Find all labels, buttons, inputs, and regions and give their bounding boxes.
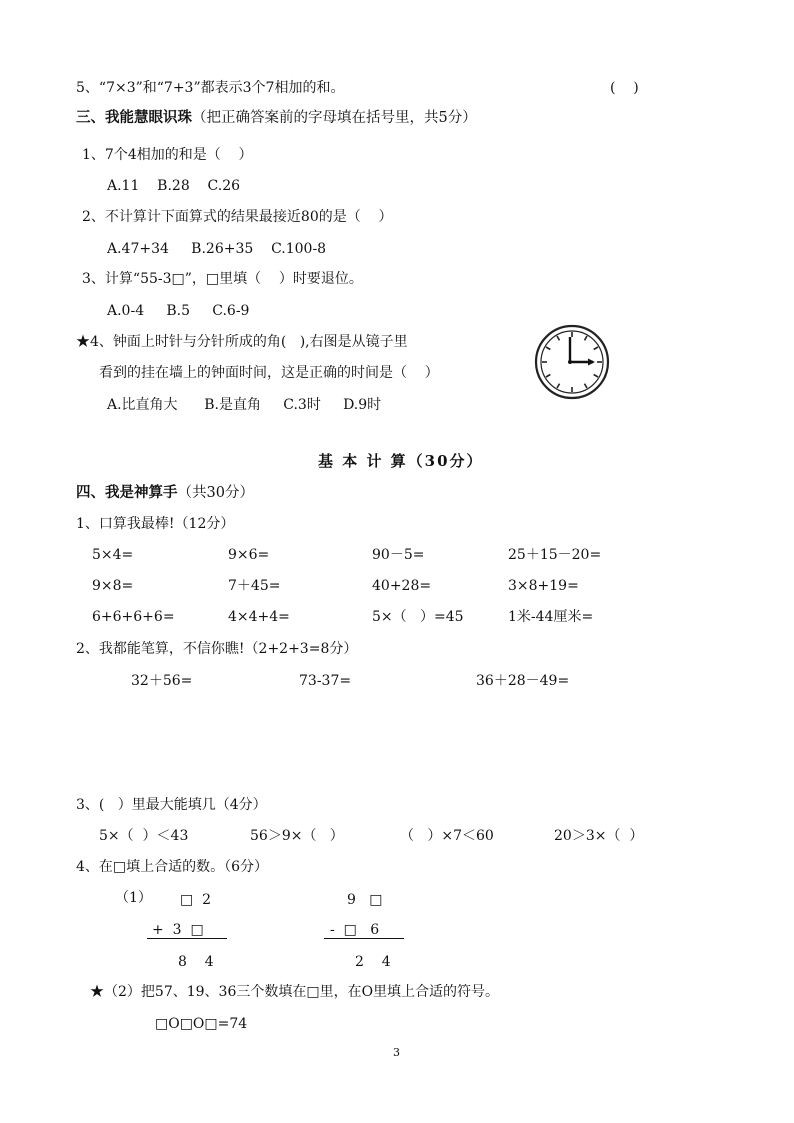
answer-bracket[interactable]: ( ) bbox=[610, 80, 639, 96]
s3-q2-options: A.47+34 B.26+35 C.100-8 bbox=[107, 241, 327, 257]
s3-q4-stem: ★4、钟面上时针与分针所成的角( ),右图是从镜子里 bbox=[76, 334, 408, 350]
section-3-heading bbox=[76, 109, 477, 127]
section-3-subtitle: （把正确答案前的字母填在括号里，共5分） bbox=[192, 110, 477, 126]
oral-calc-item: 40+28= bbox=[372, 578, 432, 594]
addition-top-row: □ 2 bbox=[180, 892, 212, 908]
clock-center bbox=[568, 360, 572, 364]
oral-calc-item: 6+6+6+6= bbox=[92, 609, 175, 625]
page-number: 3 bbox=[393, 1046, 400, 1059]
oral-calc-item: 3×8+19= bbox=[508, 578, 579, 594]
addition-underline bbox=[147, 938, 227, 939]
s3-q3-options: A.0-4 B.5 C.6-9 bbox=[107, 303, 250, 319]
sub-2-question: ★（2）把57、19、36三个数填在□里，在O里填上合适的符号。 bbox=[90, 984, 500, 1000]
oral-calc-item: 9×8= bbox=[92, 578, 134, 594]
compare-item: 20＞3×（ ） bbox=[554, 828, 644, 844]
section-4-heading bbox=[76, 484, 254, 502]
section-4-title: 四、我是神算手 bbox=[76, 484, 178, 501]
oral-calc-item: 5×4= bbox=[92, 547, 134, 563]
subtraction-top-row: 9 □ bbox=[347, 892, 383, 908]
compare-item: （ ）×7＜60 bbox=[400, 828, 494, 844]
s3-q3-stem: 3、计算“55-3□”，□里填（ ）时要退位。 bbox=[82, 271, 363, 287]
s3-q4-stem-line2: 看到的挂在墙上的钟面时间，这是正确的时间是（ ） bbox=[99, 365, 439, 381]
s3-q1-stem: 1、7个4相加的和是（ ） bbox=[82, 147, 253, 163]
sub-1-label: （1） bbox=[115, 890, 152, 906]
part-2-title: 2、我都能笔算，不信你瞧!（2+2+3=8分） bbox=[76, 641, 358, 657]
compare-item: 56＞9×（ ） bbox=[250, 828, 344, 844]
written-calc-item: 73-37= bbox=[299, 673, 352, 689]
subtraction-underline bbox=[324, 938, 404, 939]
oral-calc-item: 1米-44厘米= bbox=[508, 609, 594, 625]
addition-middle-row: + 3 □ bbox=[152, 922, 204, 938]
subtraction-result-row: 2 4 bbox=[355, 954, 391, 970]
oral-calc-item: 7＋45= bbox=[228, 578, 281, 594]
basic-calc-title: 基 本 计 算（30分） bbox=[318, 452, 484, 470]
sub-2-expression: □O□O□=74 bbox=[155, 1016, 248, 1032]
addition-result-row: 8 4 bbox=[178, 954, 214, 970]
oral-calc-item: 5×（ ）=45 bbox=[372, 609, 464, 625]
oral-calc-item: 25＋15－20= bbox=[508, 547, 602, 563]
s3-q1-options: A.11 B.28 C.26 bbox=[107, 178, 241, 194]
subtraction-middle-row: - □ 6 bbox=[330, 922, 380, 938]
part-3-title: 3、( ）里最大能填几（4分） bbox=[76, 797, 267, 813]
clock-face-image bbox=[533, 323, 611, 401]
s3-q2-stem: 2、不计算计下面算式的结果最接近80的是（ ） bbox=[82, 209, 393, 225]
question-5: 5、“7×3”和“7+3”都表示3个7相加的和。 bbox=[76, 80, 345, 96]
section-3-title: 三、我能慧眼识珠 bbox=[76, 109, 192, 126]
oral-calc-item: 90－5= bbox=[372, 547, 425, 563]
written-calc-item: 32＋56= bbox=[131, 673, 193, 689]
s3-q4-options: A.比直角大 B.是直角 C.3时 D.9时 bbox=[107, 397, 382, 413]
written-calc-item: 36＋28－49= bbox=[476, 673, 570, 689]
part-1-title: 1、口算我最棒!（12分） bbox=[76, 516, 235, 532]
oral-calc-item: 4×4+4= bbox=[228, 609, 290, 625]
section-4-subtitle: （共30分） bbox=[177, 485, 254, 501]
compare-item: 5×（ ）＜43 bbox=[99, 828, 189, 844]
part-4-title: 4、在□填上合适的数。（6分） bbox=[76, 859, 269, 875]
oral-calc-item: 9×6= bbox=[228, 547, 270, 563]
